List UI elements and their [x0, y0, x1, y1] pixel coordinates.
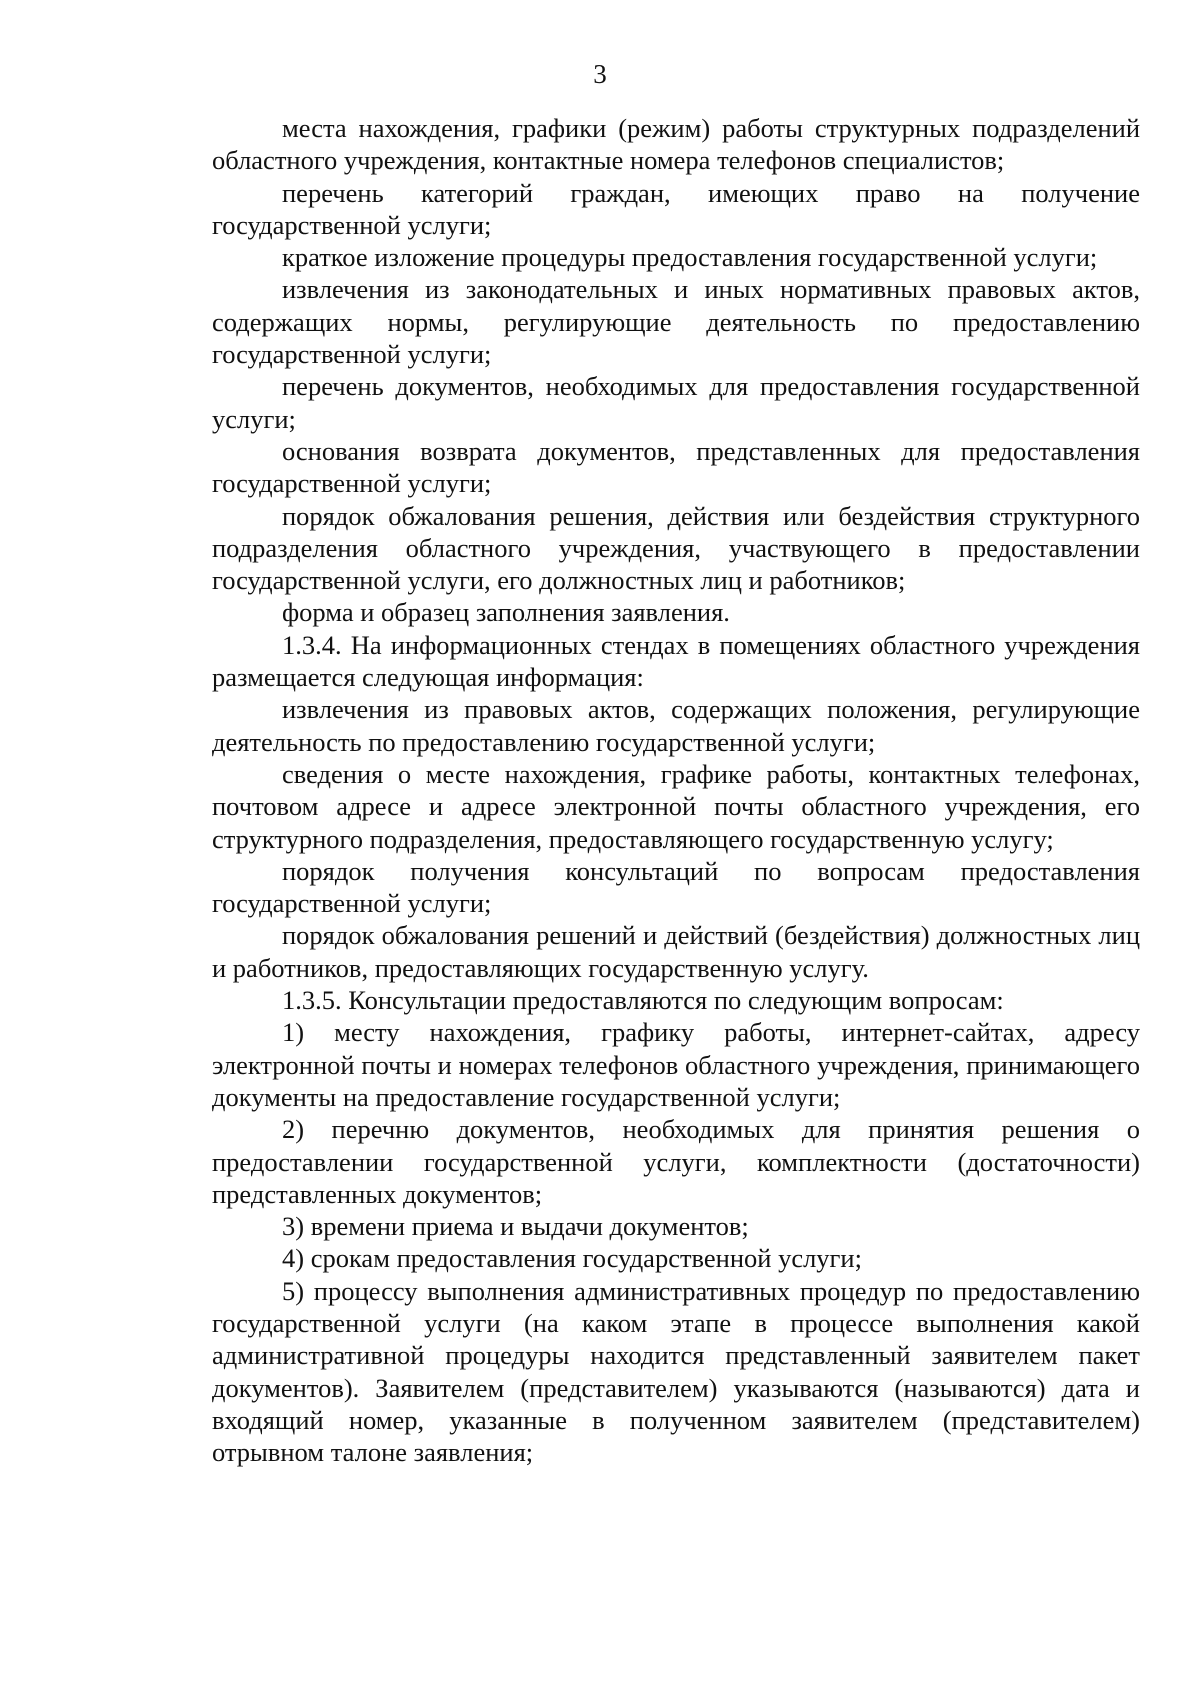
list-item-1: 1) месту нахождения, графику работы, интернет-сайтах, адресу электронной почты и номерах телефонов областного учреждения, принимающего документы на предоставление государственной услуги; — [212, 1017, 1140, 1112]
page-number: 3 — [593, 59, 607, 89]
paragraph-return-grounds: основания возврата документов, представленных для предоставления государственной услуги; — [212, 435, 1140, 499]
paragraph-office-locations: места нахождения, графики (режим) работы структурных подразделений областного учреждения, контактные номера телефонов специалистов; — [212, 113, 1140, 176]
paragraph-appeal-decisions: порядок обжалования решений и действий (бездействия) должностных лиц и работников, предоставляющих государственную услугу. — [212, 920, 1140, 983]
paragraph-required-documents: перечень документов, необходимых для предоставления государственной услуги; — [212, 371, 1140, 434]
list-item-4: 4) срокам предоставления государственной услуги; — [282, 1243, 862, 1274]
list-item-5: 5) процессу выполнения административных процедур по предоставлению государственной услуги (на каком этапе в процессе выполнения какой административной процедуры находится представленный заявителем пакет документов). Заявителем (представителем) указываются (называются) дата и входящий номер, указанные в полученном заявителем (представителем) отрывном талоне заявления; — [212, 1275, 1140, 1468]
paragraph-contact-info: сведения о месте нахождения, графике работы, контактных телефонах, почтовом адресе и адресе электронной почты областного учреждения, его структурного подразделения, предоставляющего государственную услугу; — [212, 758, 1140, 854]
paragraph-legal-extracts: извлечения из законодательных и иных нормативных правовых актов, содержащих нормы, регулирующие деятельность по предоставлению государственной услуги; — [212, 274, 1140, 370]
list-item-3: 3) времени приема и выдачи документов; — [282, 1211, 749, 1242]
paragraph-eligible-categories: перечень категорий граждан, имеющих право на получение государственной услуги; — [212, 177, 1140, 240]
document-body — [212, 112, 1140, 1468]
list-item-2: 2) перечню документов, необходимых для принятия решения о предоставлении государственной услуги, комплектности (достаточности) представленных документов; — [212, 1114, 1140, 1209]
paragraph-application-form: форма и образец заполнения заявления. — [282, 597, 730, 628]
paragraph-consultation-order: порядок получения консультаций по вопросам предоставления государственной услуги; — [212, 855, 1140, 919]
paragraph-section-1-3-5: 1.3.5. Консультации предоставляются по следующим вопросам: — [282, 985, 1004, 1016]
paragraph-appeal-procedure: порядок обжалования решения, действия или бездействия структурного подразделения областного учреждения, участвующего в предоставлении государственной услуги, его должностных лиц и работников; — [212, 500, 1140, 596]
paragraph-procedure-summary: краткое изложение процедуры предоставления государственной услуги; — [282, 242, 1098, 273]
paragraph-section-1-3-4: 1.3.4. На информационных стендах в помещениях областного учреждения размещается следующая информация: — [212, 629, 1140, 693]
paragraph-legal-act-extracts: извлечения из правовых актов, содержащих положения, регулирующие деятельность по предоставлению государственной услуги; — [212, 694, 1140, 757]
